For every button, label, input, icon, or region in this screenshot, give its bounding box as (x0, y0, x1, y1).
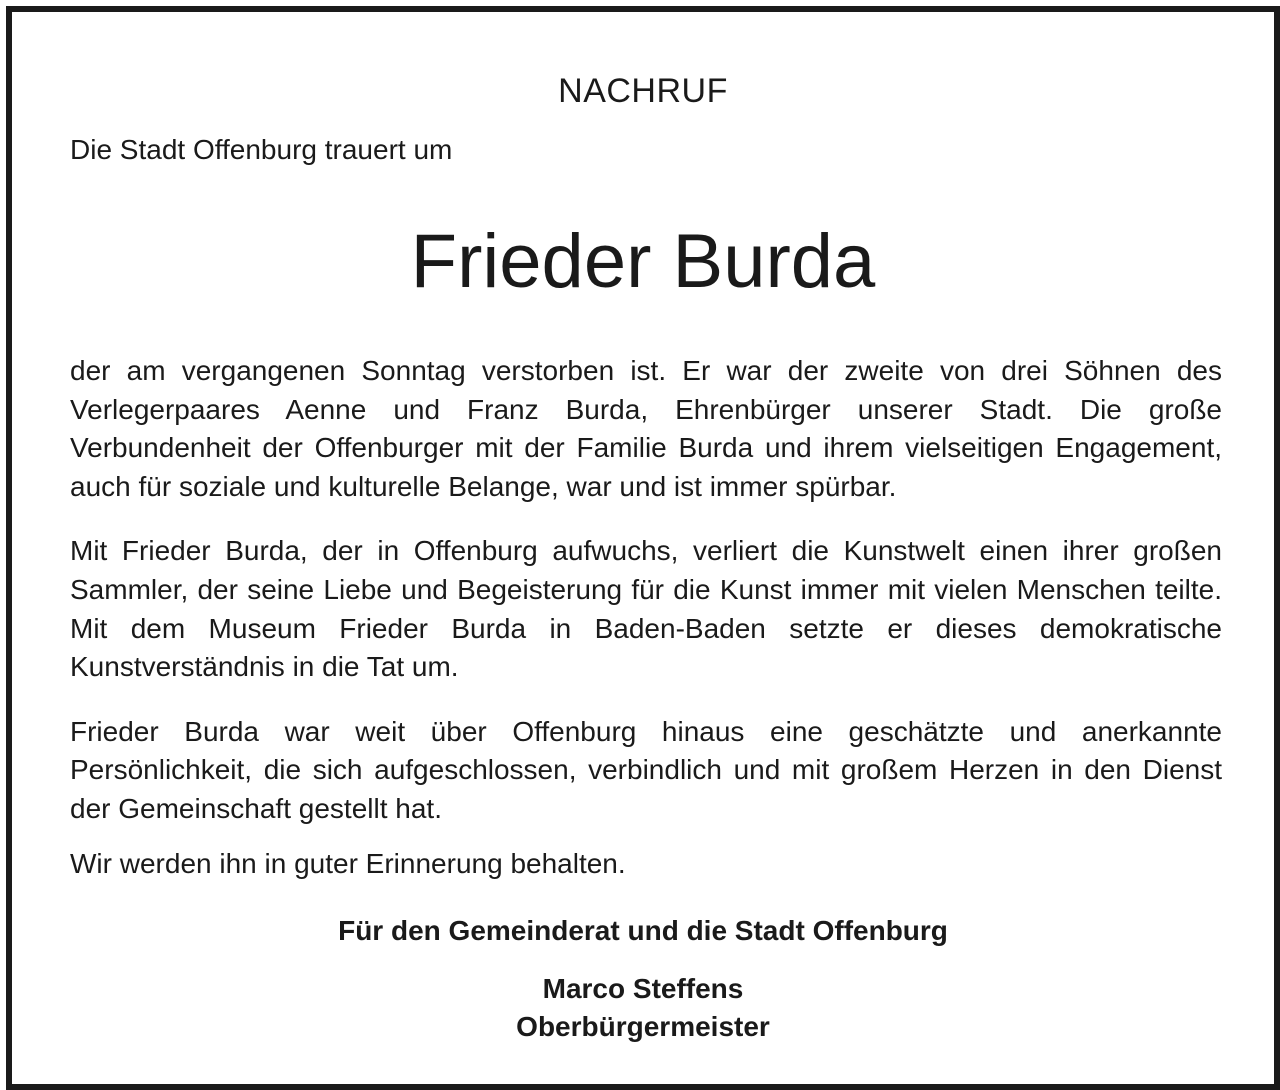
signature-organization: Für den Gemeinderat und die Stadt Offenburg (338, 915, 948, 946)
notice-heading: NACHRUF (558, 72, 728, 110)
signer-name: Marco Steffens (542, 973, 744, 1004)
paragraph-3: Frieder Burda war weit über Offenburg hinaus eine geschätzte und anerkannte Persönlichkeit, die sich aufgeschlossen, verbindlich und mit großem Herzen in den Dienst der Gemeinschaft gestellt hat. (70, 715, 1222, 824)
obituary-notice (6, 6, 1280, 1090)
deceased-name: Frieder Burda (410, 219, 876, 304)
paragraph-1: der am vergangenen Sonntag verstorben ist. Er war der zweite von drei Söhnen des Verlegerpaares Aenne und Franz Burda, Ehrenbürger unserer Stadt. Die große Verbundenheit der Offenburger mit der Familie Burda und ihrem vielseitigen Engagement, auch für soziale und kulturelle Belange, war und ist immer spürbar. (70, 355, 1222, 502)
obituary-body (70, 352, 1222, 909)
closing-line: Wir werden ihn in guter Erinnerung behalten. (70, 847, 626, 879)
intro-line: Die Stadt Offenburg trauert um (70, 134, 453, 165)
signer-title: Oberbürgermeister (516, 1011, 770, 1042)
paragraph-2: Mit Frieder Burda, der in Offenburg aufwuchs, verliert die Kunstwelt einen ihrer großen Sammler, der seine Liebe und Begeisterung für die Kunst immer mit vielen Menschen teilte. Mit dem Museum Frieder Burda in Baden-Baden setzte er dieses demokratische Kunstverständnis in die Tat um. (70, 535, 1222, 683)
